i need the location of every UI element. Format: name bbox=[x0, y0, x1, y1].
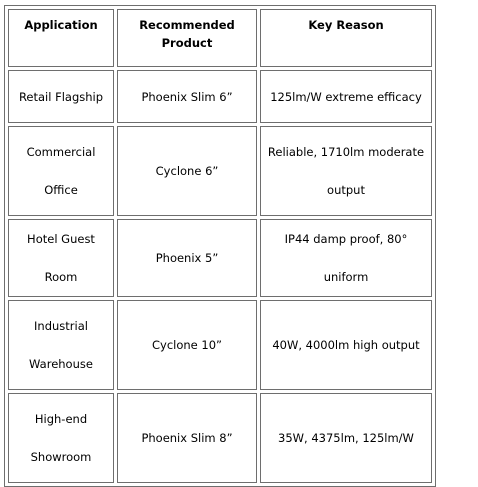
cell-application: Industrial Warehouse bbox=[8, 300, 114, 390]
cell-reason: 40W, 4000lm high output bbox=[260, 300, 432, 390]
table-header-row bbox=[8, 9, 432, 67]
cell-application: Retail Flagship bbox=[8, 70, 114, 123]
table-row bbox=[8, 300, 432, 390]
header-key-reason: Key Reason bbox=[260, 9, 432, 67]
cell-reason: 125lm/W extreme efficacy bbox=[260, 70, 432, 123]
cell-reason: 35W, 4375lm, 125lm/W bbox=[260, 393, 432, 483]
cell-product: Phoenix 5” bbox=[117, 219, 257, 297]
cell-application: High-end Showroom bbox=[8, 393, 114, 483]
cell-reason: IP44 damp proof, 80° uniform bbox=[260, 219, 432, 297]
cell-product: Phoenix Slim 6” bbox=[117, 70, 257, 123]
cell-application: Commercial Office bbox=[8, 126, 114, 216]
header-application: Application bbox=[8, 9, 114, 67]
cell-product: Cyclone 6” bbox=[117, 126, 257, 216]
table-row bbox=[8, 219, 432, 297]
table-row bbox=[8, 393, 432, 483]
cell-product: Cyclone 10” bbox=[117, 300, 257, 390]
header-recommended-product: Recommended Product bbox=[117, 9, 257, 67]
cell-reason: Reliable, 1710lm moderate output bbox=[260, 126, 432, 216]
cell-product: Phoenix Slim 8” bbox=[117, 393, 257, 483]
recommendation-table bbox=[4, 5, 436, 487]
cell-application: Hotel Guest Room bbox=[8, 219, 114, 297]
table-row bbox=[8, 70, 432, 123]
table-row bbox=[8, 126, 432, 216]
recommendation-table-container bbox=[4, 5, 436, 487]
